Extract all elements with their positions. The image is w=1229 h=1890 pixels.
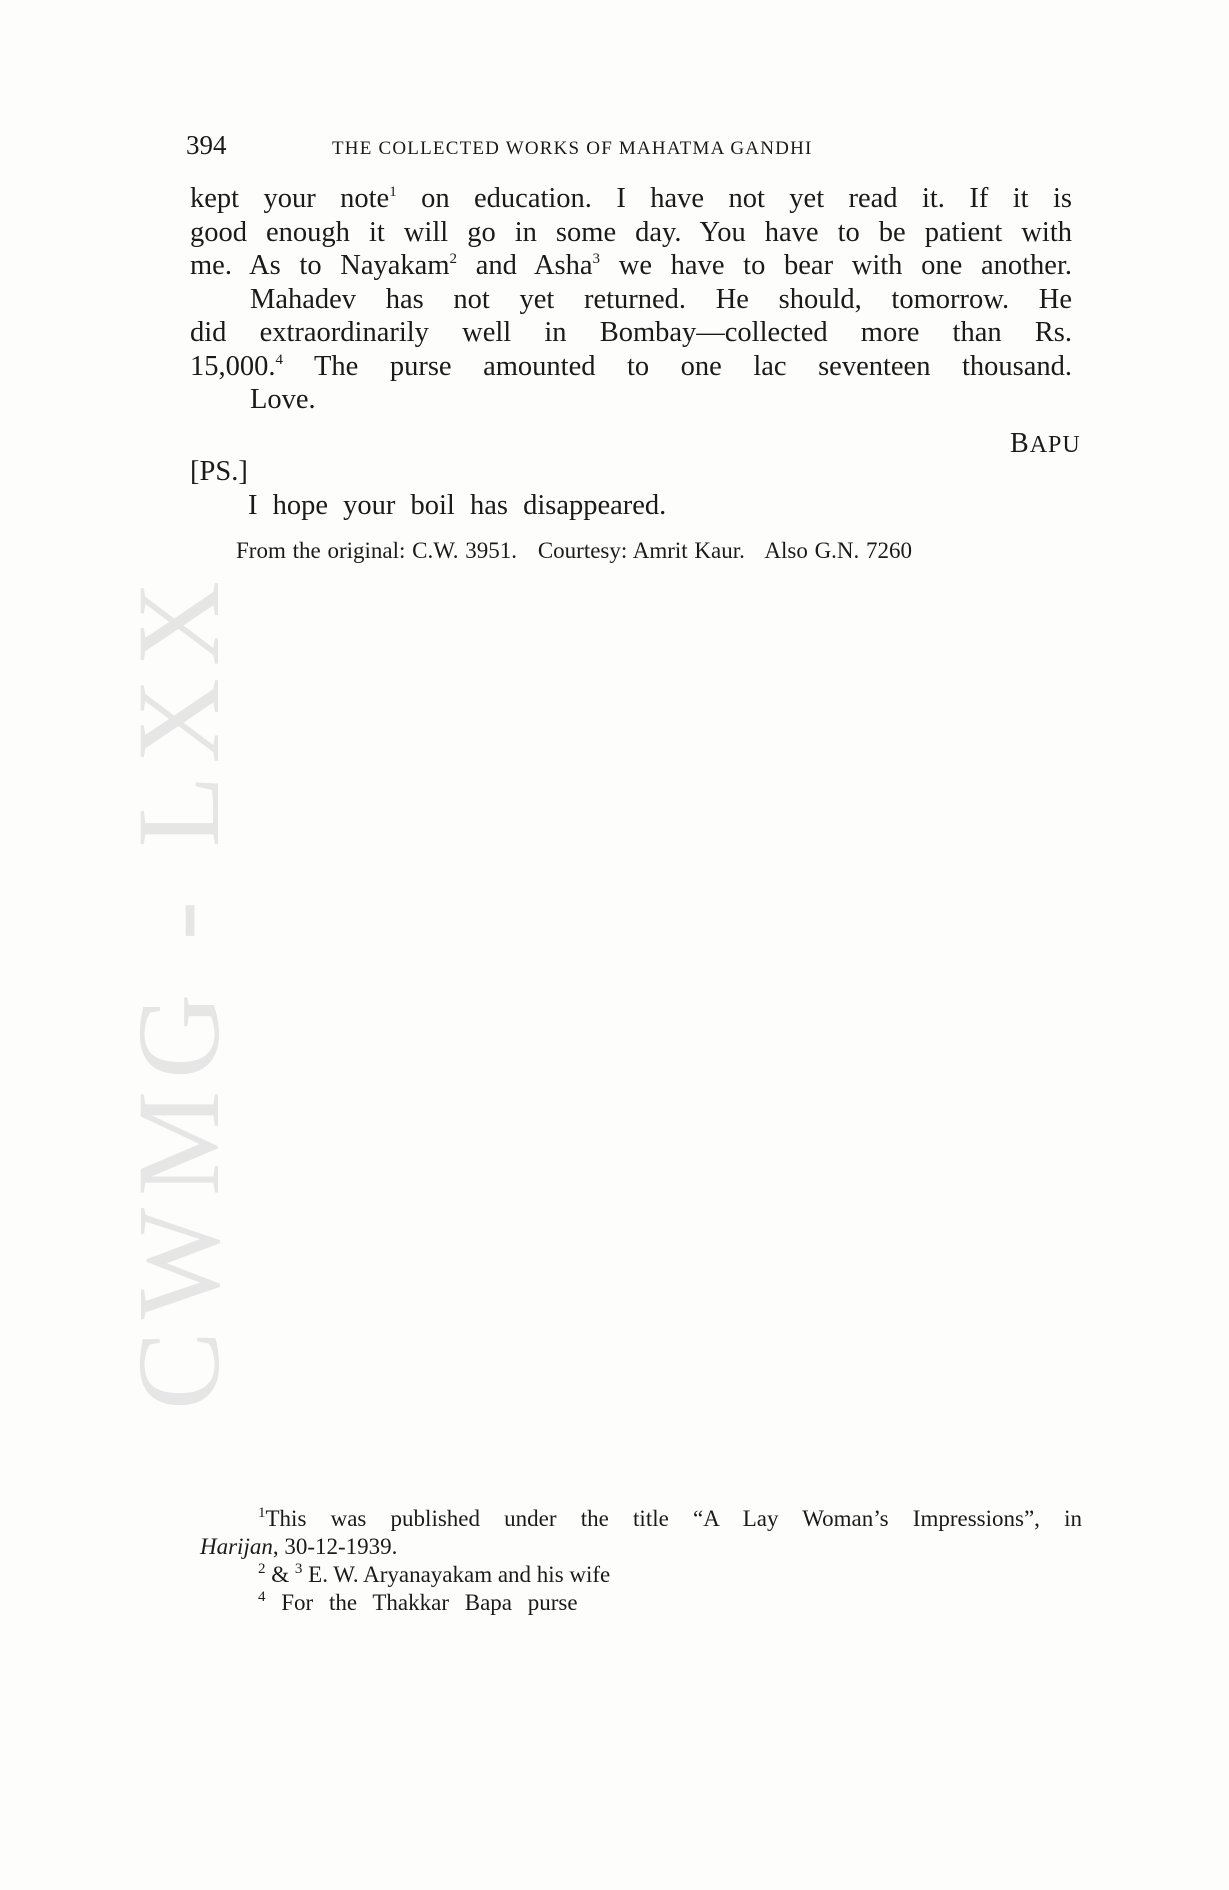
footnotes [200,1505,1082,1617]
footnote-text: , 30-12-1939. [272,1534,398,1559]
source-note [236,538,912,564]
signature-rest: APU [1029,432,1081,458]
body-text-segment: 15,000. [190,350,276,382]
body-text-segment: we have to bear with one another. [600,250,1072,281]
source-courtesy: Courtesy: Amrit Kaur. [537,538,745,563]
postscript-text: I hope your boil has disappeared. [248,490,667,521]
footnote-italic: Harijan [200,1534,273,1559]
body-text-segment: me. As to Nayakam [190,250,450,281]
footnote-1 [200,1505,1082,1533]
footnote-2-3 [200,1561,1082,1589]
footnote-marker: 2 [258,1561,266,1577]
footnote-ref: 3 [592,251,601,267]
body-text-segment: and Asha [457,250,593,281]
body-text-segment: The purse amounted to one lac seventeen thousand. [283,350,1072,382]
footnote-text: This was published under the title “A Lay Woman’s Impressions”, in [265,1506,1082,1531]
footnote-text: For the Thakkar Bapa purse [265,1590,578,1615]
body-text-segment: kept your note [190,183,390,214]
page-number: 394 [186,130,227,160]
footnote-marker: 4 [258,1589,266,1605]
running-title: THE COLLECTED WORKS OF MAHATMA GANDHI [332,138,813,159]
page-header [186,130,926,164]
footnote-4 [200,1589,1082,1617]
body-line [190,182,1072,216]
closing-love: Love. [250,384,316,415]
body-line [190,350,1072,384]
footnote-ref: 1 [389,184,397,200]
footnote-marker: 1 [258,1505,266,1521]
body-line: did extraordinarily well in Bombay—collected more than Rs. [190,317,1072,348]
watermark: CWMG - LXX [113,568,244,1410]
body-line: good enough it will go in some day. You have to be patient with [190,216,1072,248]
footnote-ref: 4 [275,351,283,368]
body-line: Mahadev has not yet returned. He should, tomorrow. He [250,283,1072,315]
body-text-segment: on education. I have not yet read it. If it is [396,183,1072,214]
footnote-1-continued [200,1533,1082,1561]
footnote-text: E. W. Aryanayakam and his wife [302,1562,611,1587]
body-line [190,249,1072,283]
source-also: Also G.N. 7260 [764,538,913,563]
footnote-text: & [265,1562,295,1587]
signature [1010,428,1081,460]
footnote-ref: 2 [449,251,457,267]
source-original: From the original: C.W. 3951. [236,538,518,563]
signature-initial: B [1010,428,1030,459]
footnote-marker: 3 [294,1561,303,1577]
letter-body [190,182,1072,417]
postscript-label: [PS.] [190,456,248,487]
